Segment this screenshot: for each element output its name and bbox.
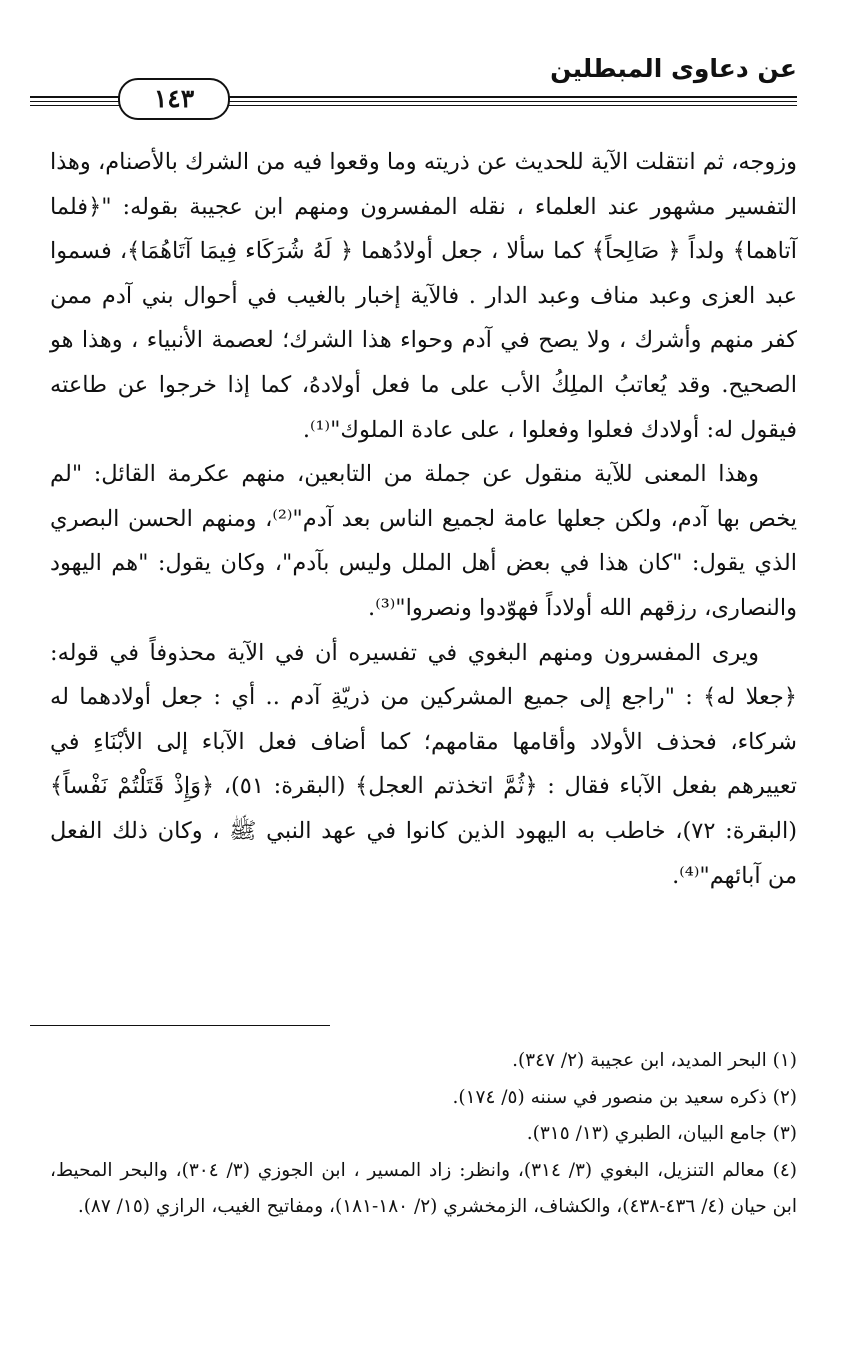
page-number: ١٤٣: [118, 78, 230, 120]
paragraph: وهذا المعنى للآية منقول عن جملة من التابعين، منهم عكرمة القائل: "لم يخص بها آدم، ولكن جعلها عامة لجميع الناس بعد آدم"⁽²⁾، ومنهم الحسن البصري الذي يقول: "كان هذا في بعض أهل الملل وليس بآدم"، وكان يقول: "هم اليهود والنصارى، رزقهم الله أولاداً فهوّدوا ونصروا"⁽³⁾.: [50, 461, 797, 621]
running-head: عن دعاوى المبطلين: [550, 54, 797, 83]
footnote: (٤) معالم التنزيل، البغوي (٣/ ٣١٤)، وانظر: زاد المسير ، ابن الجوزي (٣/ ٣٠٤)، والبحر المحيط، ابن حيان (٤/ ٤٣٦-٤٣٨)، والكشاف، الزمخشري (٢/ ١٨٠-١٨١)، ومفاتيح الغيب، الرازي (١٥/ ٨٧).: [50, 1159, 797, 1218]
footnote: (٣) جامع البيان، الطبري (١٣/ ٣١٥).: [526, 1123, 797, 1145]
footnotes: [50, 1043, 797, 1226]
footnote: (١) البحر المديد، ابن عجيبة (٢/ ٣٤٧).: [512, 1050, 797, 1071]
footnote: (٢) ذكره سعيد بن منصور في سننه (٥/ ١٧٤).: [452, 1086, 797, 1108]
paragraph: وزوجه، ثم انتقلت الآية للحديث عن ذريته وما وقعوا فيه من الشرك بالأصنام، وهذا التفسير مشهور عند العلماء ، نقله المفسرون ومنهم ابن عجيبة بقوله: "﴿فلما آتاهما﴾ ولداً ﴿ صَالِحاً﴾ كما سألا ، جعل أولادُهما ﴿ لَهُ شُرَكَاء فِيمَا آتَاهُمَا﴾، فسموا عبد العزى وعبد مناف وعبد الدار . فالآية إخبار بالغيب في أحوال بني آدم ممن كفر منهم وأشرك ، ولا يصح في آدم وحواء هذا الشرك؛ لعصمة الأنبياء ، وهذا هو الصحيح. وقد يُعاتبُ الملِكُ الأب على ما فعل أولادهُ، كما إذا خرجوا عن طاعته فيقول له: أولادك فعلوا وفعلوا ، على عادة الملوك"⁽¹⁾.: [50, 149, 797, 443]
footnote-separator: [30, 1025, 330, 1026]
body-text: [50, 140, 797, 898]
paragraph: ويرى المفسرون ومنهم البغوي في تفسيره أن في الآية محذوفاً في قوله: ﴿جعلا له﴾ : "راجع إلى جميع المشركين من ذريّةِ آدم .. أي : جعل أولادهما له شركاء، فحذف الأولاد وأقامها مقامهم؛ كما أضاف فعل الآباء إلى الأبْنَاءِ في تعييرهم بفعل الآباء فقال : ﴿ثُمَّ اتخذتم العجل﴾ (البقرة: ٥١)، ﴿وَإِذْ قَتَلْتُمْ نَفْساً﴾ (البقرة: ٧٢)، خاطب به اليهود الذين كانوا في عهد النبي ﷺ ، وكان ذلك الفعل من آبائهم"⁽⁴⁾.: [50, 639, 798, 889]
